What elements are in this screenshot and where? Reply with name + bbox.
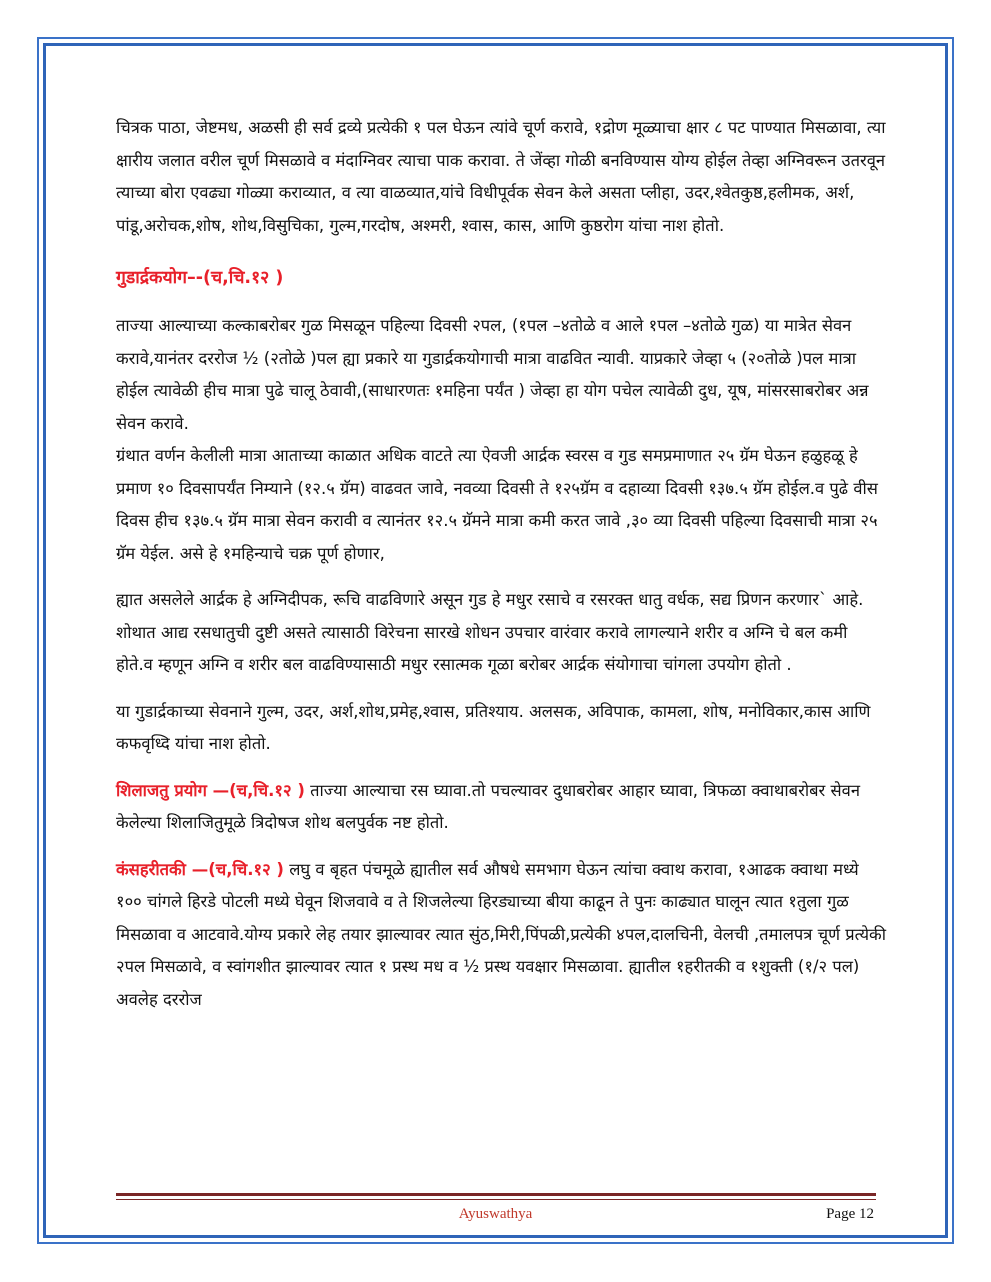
- footer-rule-thin: [116, 1199, 876, 1200]
- paragraph-3: ग्रंथात वर्णन केलीली मात्रा आताच्या काळात अधिक वाटते त्या ऐवजी आर्द्रक स्वरस व गुड समप्रमाणात २५ ग्रॅम घेऊन हळुहळू हे प्रमाण १० दिवसापर्यंत निम्याने (१२.५ ग्रॅम) वाढवत जावे, नवव्या दिवसी ते १२५ग्रॅम व दहाव्या दिवसी १३७.५ ग्रॅम होईल.व पुढे वीस दिवस हीच १३७.५ ग्रॅम मात्रा सेवन करावी व त्यानंतर १२.५ ग्रॅमने मात्रा कमी करत जावे ,३० व्या दिवसी पहिल्या दिवसाची मात्रा २५ ग्रॅम येईल. असे हे १महिन्याचे चक्र पूर्ण होणार,: [116, 446, 878, 563]
- paragraph-shilajatu: [116, 775, 886, 840]
- shilajatu-text: ताज्या आल्याचा रस घ्यावा.तो पचल्यावर दुधाबरोबर आहार घ्यावा, त्रिफळा क्वाथाबरोबर सेवन केलेल्या शिलाजितुमूळे त्रिदोषज शोथ बलपुर्वक नष्ट होतो.: [116, 780, 861, 832]
- section-heading-kansaharitaki: कंसहरीतकी —(च,चि.१२ ): [116, 859, 284, 879]
- document-body: [116, 112, 886, 1016]
- section-heading-shilajatu: शिलाजतु प्रयोग —(च,चि.१२ ): [116, 780, 305, 800]
- footer-rule: [116, 1193, 876, 1196]
- paragraph-2: ताज्या आल्याच्या कल्काबरोबर गुळ मिसळून पहिल्या दिवसी २पल, (१पल –४तोळे व आले १पल –४तोळे गुळ) या मात्रेत सेवन करावे,यानंतर दररोज ½ (२तोळे )पल ह्या प्रकारे या गुडार्द्रकयोगाची मात्रा वाढवित न्यावी. याप्रकारे जेव्हा ५ (२०तोळे )पल मात्रा होईल त्यावेळी हीच मात्रा पुढे चालू ठेवावी,(साधारणतः १महिना पर्यंत ) जेव्हा हा योग पचेल त्यावेळी दुध, यूष, मांसरसाबरोबर अन्न सेवन करावे.: [116, 316, 869, 433]
- page-number: Page 12: [826, 1206, 874, 1222]
- paragraph-kansaharitaki: [116, 854, 886, 1017]
- paragraph-1: चित्रक पाठा, जेष्टमध, अळसी ही सर्व द्रव्ये प्रत्येकी १ पल घेऊन त्यांवे चूर्ण करावे, १द्रोण मूळ्याचा क्षार ८ पट पाण्यात मिसळावा, त्या क्षारीय जलात वरील चूर्ण मिसळावे व मंदाग्निवर त्याचा पाक करावा. ते जेंव्हा गोळी बनविण्यास योग्य होईल तेव्हा अग्निवरून उतरवून त्याच्या बोरा एवढ्या गोळ्या कराव्यात, व त्या वाळव्यात,यांचे विधीपूर्वक सेवन केले असता प्लीहा, उदर,श्वेतकुष्ठ,हलीमक, अर्श, पांडू,अरोचक,शोष, शोथ,विसुचिका, गुल्म,गरदोष, अश्मरी, श्वास, कास, आणि कुष्ठरोग यांचा नाश होतो.: [116, 118, 886, 235]
- footer-title: Ayuswathya: [458, 1206, 533, 1222]
- kansaharitaki-text: लघु व बृहत पंचमूळे ह्यातील सर्व औषधे समभाग घेऊन त्यांचा क्वाथ करावा, १आढक क्वाथा मध्ये १०० चांगले हिरडे पोटली मध्ये घेवून शिजवावे व ते शिजलेल्या हिरड्याच्या बीया काढून ते पुनः काढ्यात घालून त्यात १तुला गुळ मिसळावा व आटवावे.योग्य प्रकारे लेह तयार झाल्यावर त्यात सुंठ,मिरी,पिंपळी,प्रत्येकी ४पल,दालचिनी, वेलची ,तमालपत्र चूर्ण प्रत्येकी २पल मिसळावे, व स्वांगशीत झाल्यावर त्यात १ प्रस्थ मध व ½ प्रस्थ यवक्षार मिसळावा. ह्यातील १हरीतकी व १शुक्ती (१/२ पल) अवलेह दररोज: [116, 859, 886, 1009]
- section-heading-gudardrakayog: गुडार्द्रकयोग–-(च,चि.१२ ): [116, 268, 284, 288]
- paragraph-4: ह्यात असलेले आर्द्रक हे अग्निदीपक, रूचि वाढविणारे असून गुड हे मधुर रसाचे व रसरक्त धातु वर्धक, सद्य प्रिणन करणार` आहे. शोथात आद्य रसधातुची दुष्टी असते त्यासाठी विरेचना सारखे शोधन उपचार वारंवार करावे लागल्याने शरीर व अग्नि चे बल कमी होते.व म्हणून अग्नि व शरीर बल वाढविण्यासाठी मधुर रसात्मक गूळा बरोबर आर्द्रक संयोगाचा चांगला उपयोग होतो .: [116, 590, 864, 674]
- paragraph-5: या गुडार्द्रकाच्या सेवनाने गुल्म, उदर, अर्श,शोथ,प्रमेह,श्वास, प्रतिश्याय. अलसक, अविपाक, कामला, शोष, मनोविकार,कास आणि कफवृध्दि यांचा नाश होतो.: [116, 701, 871, 753]
